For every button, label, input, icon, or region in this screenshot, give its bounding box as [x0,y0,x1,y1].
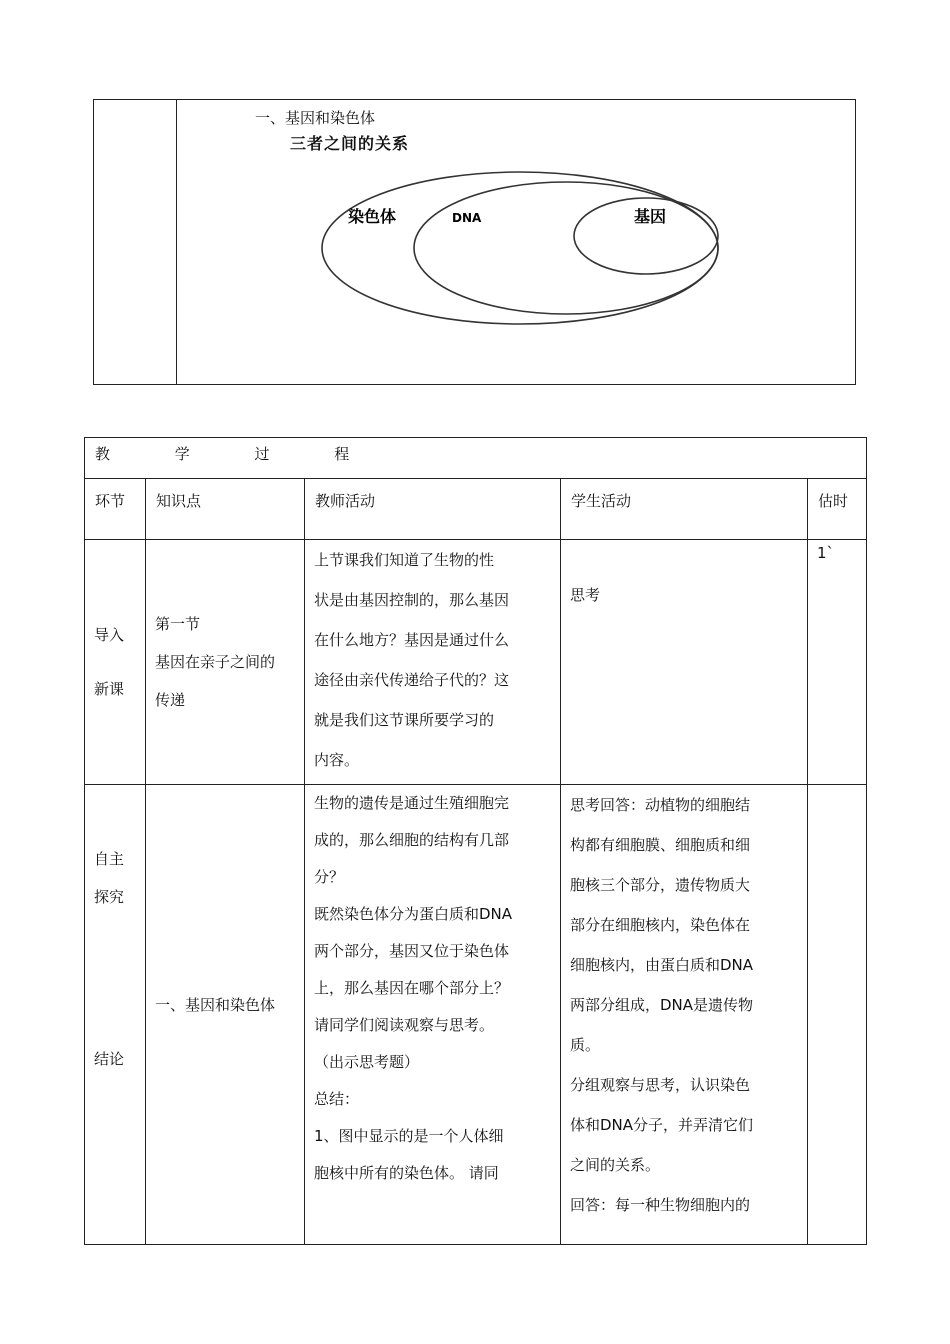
student-line: 思考回答：动植物的细胞结 [570,796,751,814]
teacher-line: 胞核中所有的染色体。 请同 [314,1164,499,1182]
knowledge-cell [146,785,304,1025]
time-cell: 1` [817,544,835,562]
student-line: 构都有细胞膜、细胞质和细 [570,836,751,854]
stage-cell [85,608,145,716]
stage-spacer [94,916,136,1040]
student-line: 体和DNA分子，并弄清它们 [570,1116,754,1134]
teacher-line: 上节课我们知道了生物的性 [314,551,495,569]
student-line: 细胞核内，由蛋白质和DNA [570,956,754,974]
teacher-line: （出示思考题） [314,1053,420,1071]
student-cell [561,540,807,615]
teacher-line: 请同学们阅读观察与思考。 [314,1016,495,1034]
header-knowledge: 知识点 [156,492,202,510]
teacher-line: 两个部分，基因又位于染色体 [314,942,510,960]
dna-ellipse [414,182,718,314]
chromosome-label: 染色体 [348,207,397,226]
knowledge-line: 传递 [155,691,186,709]
stage-line: 新课 [94,680,125,698]
diagram-title: 三者之间的关系 [290,134,410,153]
dna-label: DNA [452,211,482,225]
student-line: 两部分组成，DNA是遗传物 [570,996,754,1014]
knowledge-line: 基因在亲子之间的 [155,653,276,671]
table-row [85,540,867,785]
teacher-line: 总结： [314,1090,360,1108]
stage-line: 导入 [94,626,125,644]
teacher-line: 在什么地方？基因是通过什么 [314,631,510,649]
stage-cell [85,785,145,1078]
student-line: 部分在细胞核内，染色体在 [570,916,751,934]
header-time: 估时 [818,492,849,510]
teacher-line: 成的，那么细胞的结构有几部 [314,831,510,849]
stage-line: 探究 [94,888,125,906]
header-teacher: 教师活动 [315,492,376,510]
table-title: 教 学 过 程 [95,445,380,463]
teacher-line: 生物的遗传是通过生殖细胞完 [314,794,510,812]
student-line: 回答：每一种生物细胞内的 [570,1196,751,1214]
student-line: 质。 [570,1036,601,1054]
gene-label: 基因 [634,207,667,226]
section-heading: 一、基因和染色体 [255,109,376,127]
teacher-cell [305,540,560,780]
venn-diagram [300,150,730,340]
knowledge-line: 一、基因和染色体 [155,996,276,1014]
teacher-line: 内容。 [314,751,360,769]
knowledge-line: 第一节 [155,615,201,633]
student-line: 之间的关系。 [570,1156,661,1174]
student-line: 胞核三个部分，遗传物质大 [570,876,751,894]
table-title-cell [85,438,867,479]
teacher-cell [305,785,560,1192]
table-row [85,785,867,1245]
stage-line: 自主 [94,850,125,868]
stage-line: 结论 [94,1050,125,1068]
time-cell [808,785,866,791]
student-line: 思考 [570,586,601,604]
teacher-line: 就是我们这节课所要学习的 [314,711,495,729]
teacher-line: 状是由基因控制的，那么基因 [314,591,510,609]
teacher-line: 上，那么基因在哪个部分上？ [314,979,510,997]
knowledge-cell [146,605,304,719]
teacher-line: 既然染色体分为蛋白质和DNA [314,905,513,923]
box-divider [176,99,177,385]
student-cell [561,785,807,1225]
table-header-row [85,479,867,540]
teacher-line: 途径由亲代传递给子代的？这 [314,671,510,689]
teacher-line: 分？ [314,868,345,886]
teaching-process-table [84,437,867,1245]
header-student: 学生活动 [571,492,632,510]
header-stage: 环节 [95,492,126,510]
student-line: 分组观察与思考，认识染色 [570,1076,751,1094]
teacher-line: 1、图中显示的是一个人体细 [314,1127,504,1145]
